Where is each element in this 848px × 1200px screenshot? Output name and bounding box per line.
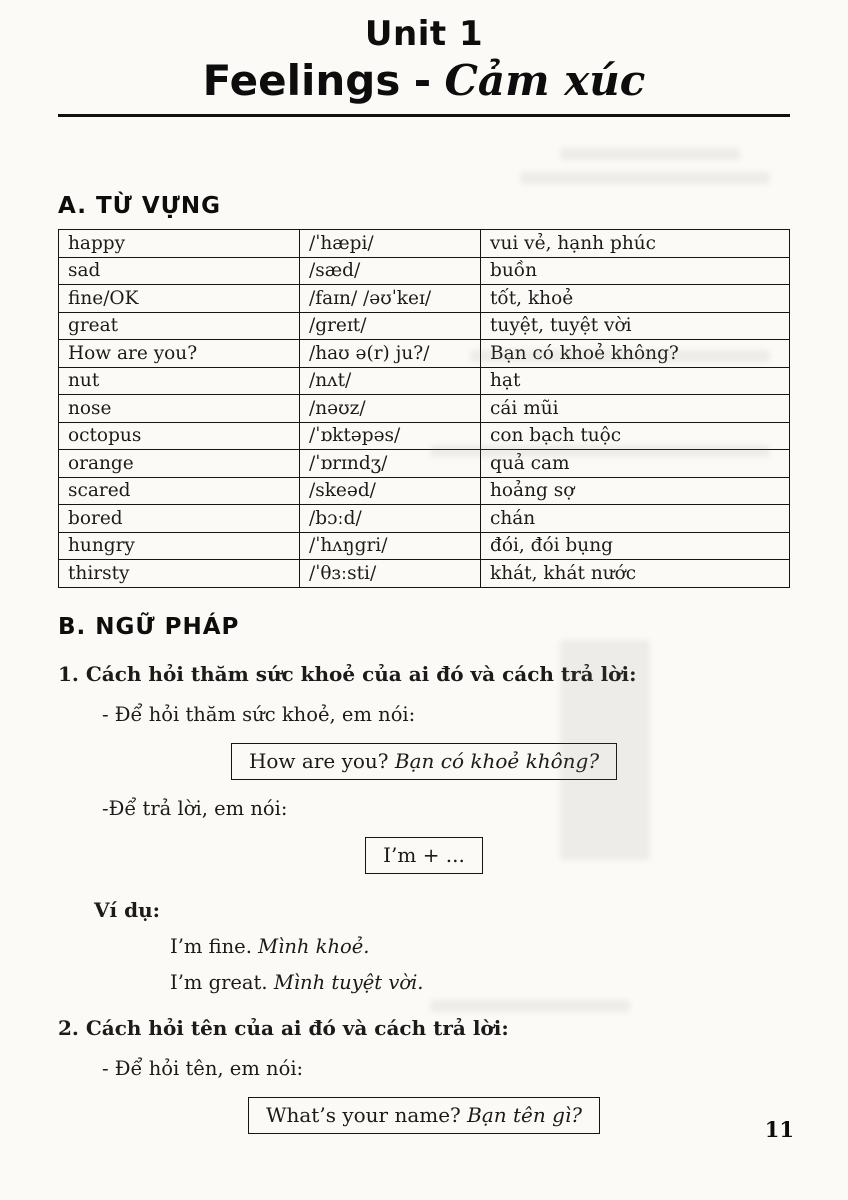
vocab-ipa: /ˈhæpi/ xyxy=(300,230,481,258)
vocab-ipa: /skeəd/ xyxy=(300,477,481,505)
bleed-through-artifact xyxy=(430,1000,630,1012)
vocab-meaning: tốt, khoẻ xyxy=(481,285,790,313)
example-item xyxy=(170,971,790,994)
grammar-point-1-title: 1. Cách hỏi thăm sức khoẻ của ai đó và cách trả lời: xyxy=(58,661,637,686)
vocab-ipa: /ˈɒktəpəs/ xyxy=(300,422,481,450)
title-english: Feelings xyxy=(202,56,401,105)
table-row xyxy=(59,340,790,368)
title-divider xyxy=(58,114,790,117)
vocab-ipa: /ˈɒrɪndʒ/ xyxy=(300,450,481,478)
vocab-meaning: chán xyxy=(481,505,790,533)
vocab-word: octopus xyxy=(59,422,300,450)
table-row xyxy=(59,395,790,423)
vocab-word: fine/OK xyxy=(59,285,300,313)
example-english: I’m fine. xyxy=(170,934,252,958)
table-row xyxy=(59,312,790,340)
table-row xyxy=(59,505,790,533)
vocab-word: sad xyxy=(59,257,300,285)
page-number: 11 xyxy=(764,1117,794,1142)
vocab-word: hungry xyxy=(59,532,300,560)
vocab-word: happy xyxy=(59,230,300,258)
bleed-through-artifact xyxy=(560,148,740,160)
bleed-through-artifact xyxy=(520,172,770,184)
phrase-box-how-are-you xyxy=(231,743,617,780)
phrase-english: What’s your name? xyxy=(265,1102,461,1127)
vocab-ipa: /greɪt/ xyxy=(300,312,481,340)
example-label: Ví dụ: xyxy=(94,897,160,922)
grammar-ask-name-line: - Để hỏi tên, em nói: xyxy=(102,1056,304,1080)
table-row xyxy=(59,285,790,313)
vocab-meaning: buồn xyxy=(481,257,790,285)
title-vietnamese: Cảm xúc xyxy=(444,56,646,105)
table-row xyxy=(59,532,790,560)
grammar-ask-health-line: - Để hỏi thăm sức khoẻ, em nói: xyxy=(102,702,416,726)
vocab-meaning: vui vẻ, hạnh phúc xyxy=(481,230,790,258)
vocab-meaning: hoảng sợ xyxy=(481,477,790,505)
vocab-meaning: cái mũi xyxy=(481,395,790,423)
vocab-meaning: hạt xyxy=(481,367,790,395)
phrase-box-wrap xyxy=(58,837,790,874)
title-separator: - xyxy=(413,56,432,105)
table-row xyxy=(59,560,790,588)
vocab-ipa: /ˈhʌŋgri/ xyxy=(300,532,481,560)
example-english: I’m great. xyxy=(170,970,268,994)
vocab-word: great xyxy=(59,312,300,340)
vocab-word: thirsty xyxy=(59,560,300,588)
section-a-heading: A. TỪ VỰNG xyxy=(58,193,222,220)
table-row xyxy=(59,422,790,450)
section-b-heading: B. NGỮ PHÁP xyxy=(58,613,240,640)
vocab-word: nose xyxy=(59,395,300,423)
vocab-meaning: quả cam xyxy=(481,450,790,478)
table-row xyxy=(59,230,790,258)
vocab-ipa: /ˈθɜːsti/ xyxy=(300,560,481,588)
vocab-table xyxy=(58,229,790,588)
table-row xyxy=(59,257,790,285)
vocab-word: How are you? xyxy=(59,340,300,368)
phrase-box-whats-your-name xyxy=(248,1097,600,1134)
phrase-box-im: I’m + ... xyxy=(365,837,483,874)
vocab-ipa: /sæd/ xyxy=(300,257,481,285)
vocab-ipa: /haʊ ə(r) ju?/ xyxy=(300,340,481,368)
vocab-meaning: con bạch tuộc xyxy=(481,422,790,450)
vocab-word: nut xyxy=(59,367,300,395)
phrase-box-wrap xyxy=(58,743,790,780)
vocab-ipa: /nʌt/ xyxy=(300,367,481,395)
example-vietnamese: Mình khoẻ. xyxy=(258,934,370,958)
vocab-ipa: /bɔːd/ xyxy=(300,505,481,533)
table-row xyxy=(59,367,790,395)
example-vietnamese: Mình tuyệt vời. xyxy=(273,970,424,994)
grammar-point-2-title: 2. Cách hỏi tên của ai đó và cách trả lời: xyxy=(58,1015,509,1040)
vocab-ipa: /faɪn/ /əʊˈkeɪ/ xyxy=(300,285,481,313)
page-title xyxy=(58,58,790,104)
phrase-vietnamese: Bạn có khoẻ không? xyxy=(394,748,600,773)
vocab-meaning: Bạn có khoẻ không? xyxy=(481,340,790,368)
unit-title: Unit 1 xyxy=(364,14,484,54)
vocab-word: bored xyxy=(59,505,300,533)
table-row xyxy=(59,450,790,478)
vocab-word: orange xyxy=(59,450,300,478)
vocab-ipa: /nəʊz/ xyxy=(300,395,481,423)
vocab-meaning: khát, khát nước xyxy=(481,560,790,588)
vocab-meaning: tuyệt, tuyệt vời xyxy=(481,312,790,340)
vocab-word: scared xyxy=(59,477,300,505)
phrase-vietnamese: Bạn tên gì? xyxy=(467,1102,583,1127)
phrase-box-wrap xyxy=(58,1097,790,1134)
example-item xyxy=(170,935,790,958)
table-row xyxy=(59,477,790,505)
vocab-meaning: đói, đói bụng xyxy=(481,532,790,560)
grammar-answer-line: -Để trả lời, em nói: xyxy=(102,796,288,820)
phrase-english: How are you? xyxy=(248,748,389,773)
